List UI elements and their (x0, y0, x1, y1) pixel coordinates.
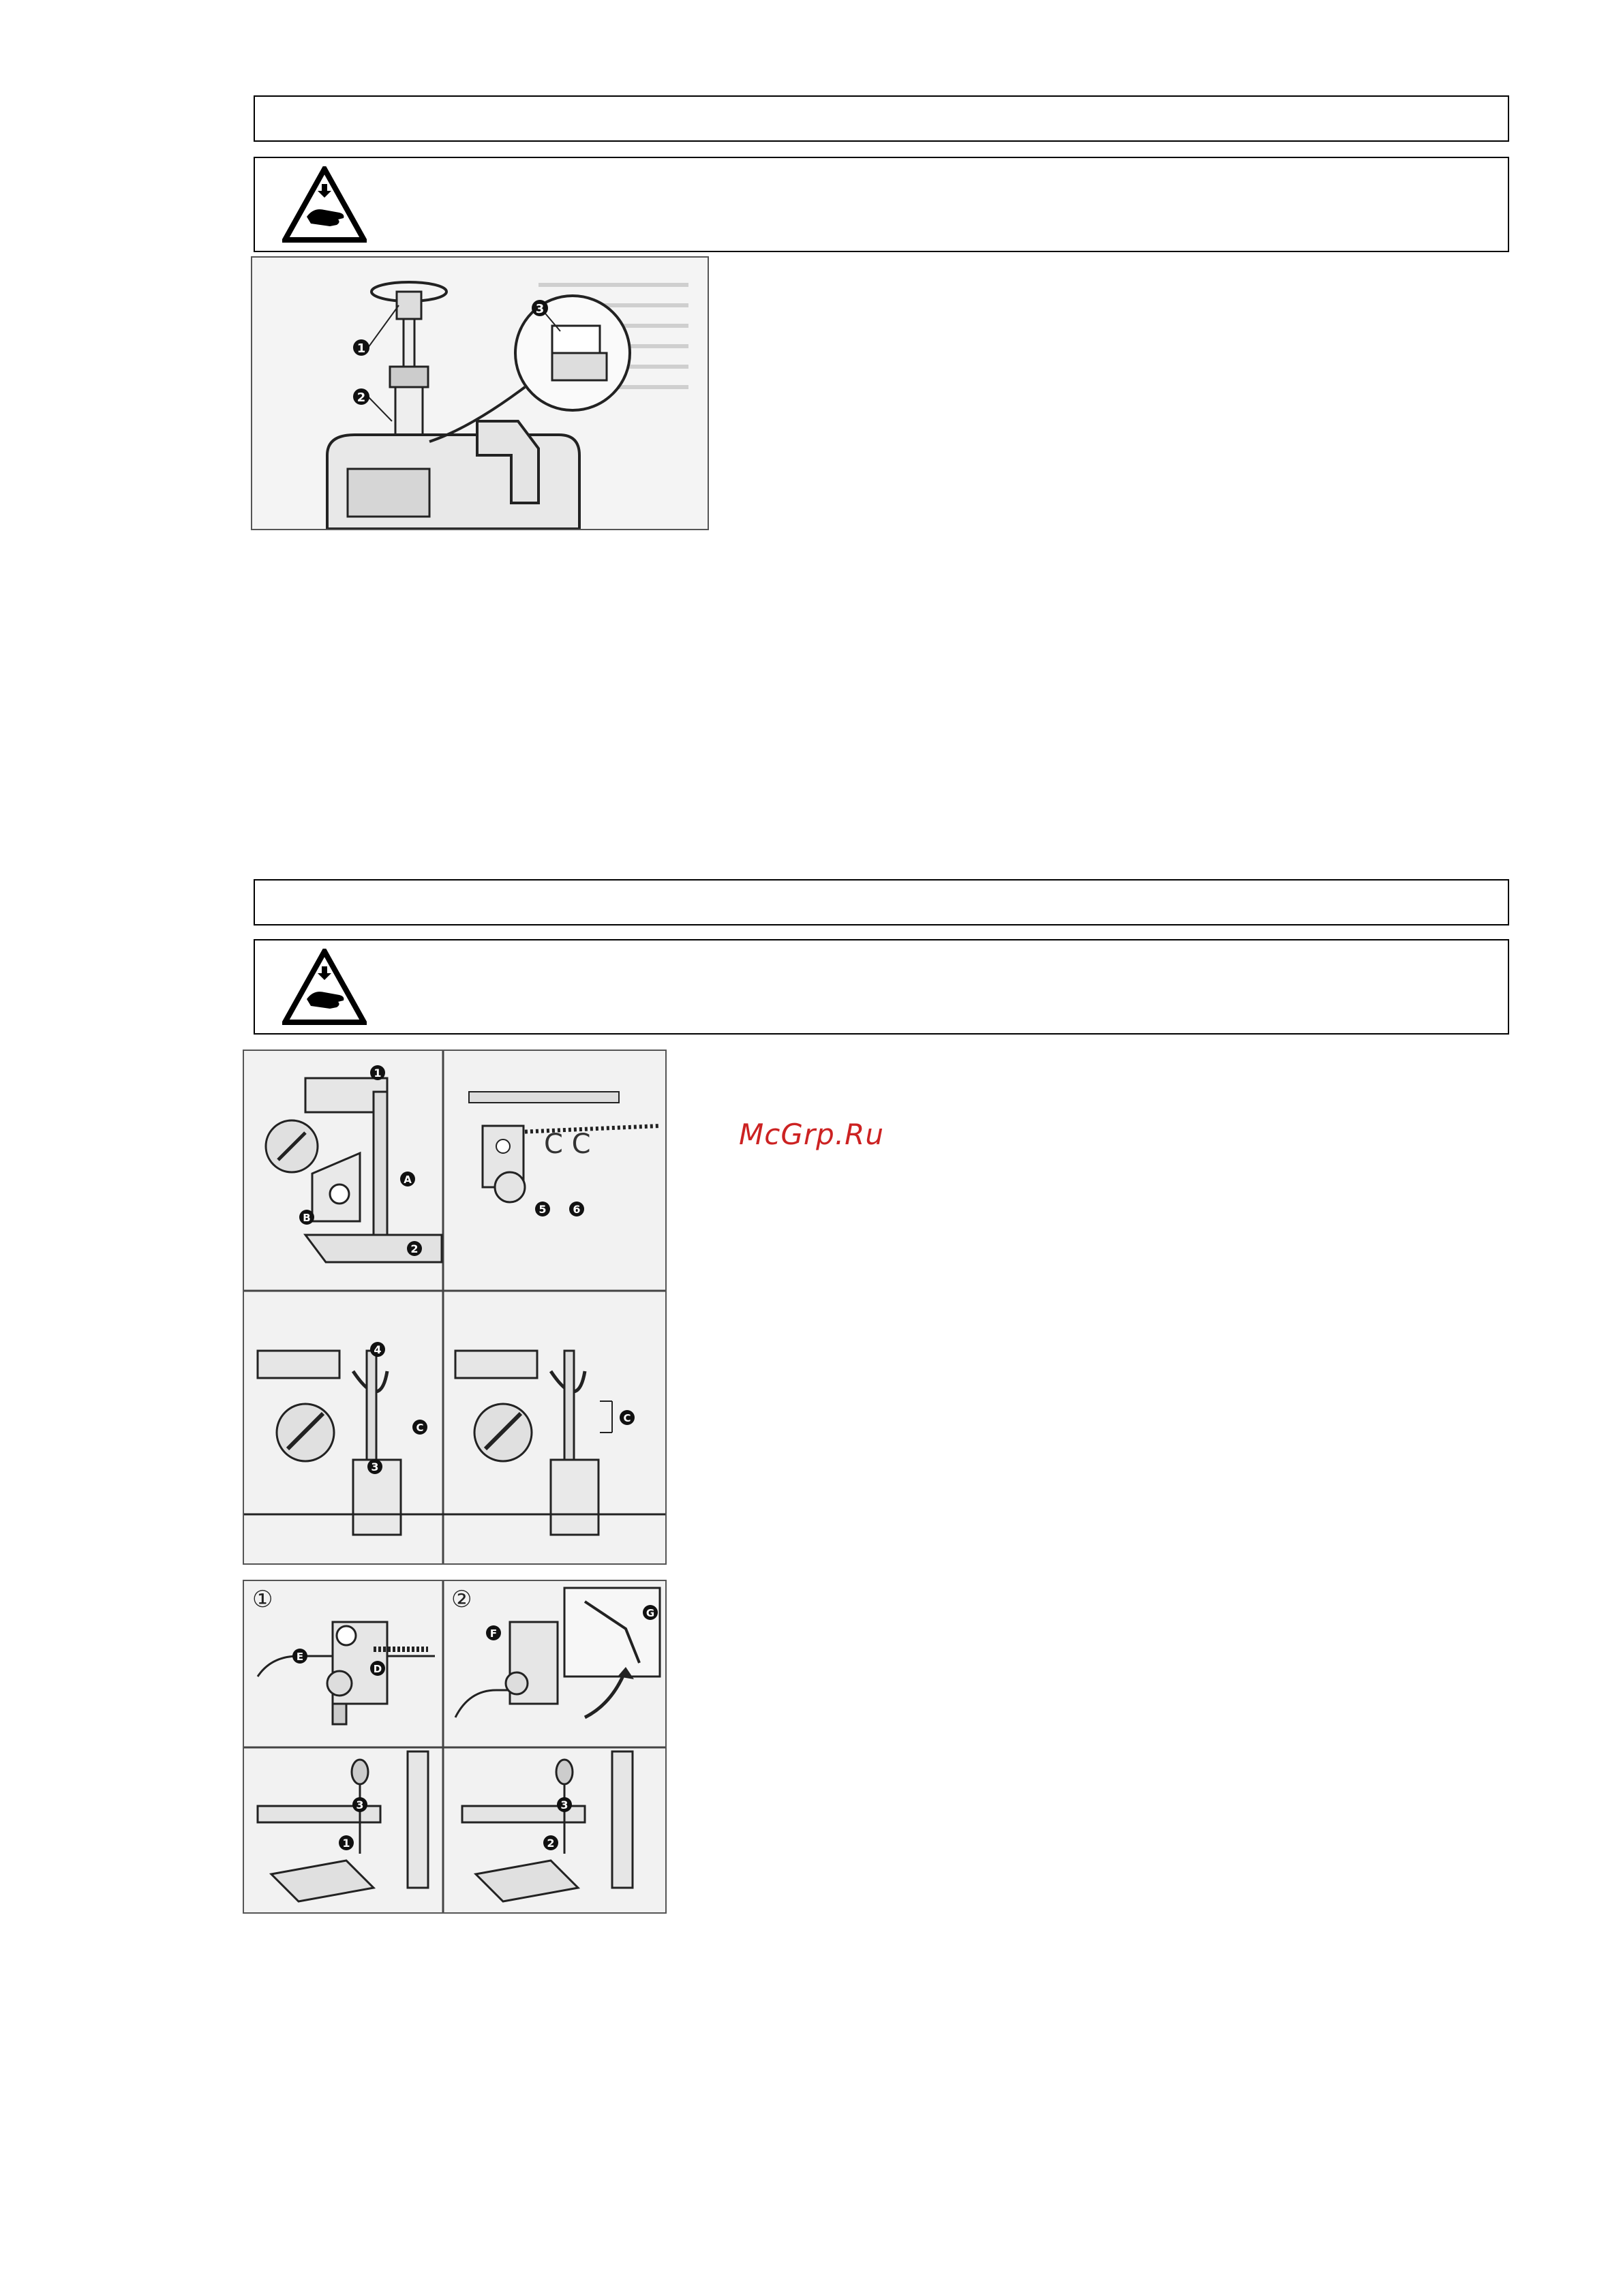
figure-pedal-linkage-adjustment (243, 1580, 667, 1914)
figure2-callout-1: 1 (374, 1067, 382, 1080)
figure1-callout-1: 1 (357, 341, 366, 356)
figure1-drawing (252, 258, 708, 529)
figure3-letter-e: E (296, 1651, 304, 1663)
hand-hazard-warning-icon (282, 166, 367, 243)
figure3-step-1-label: ① (252, 1586, 273, 1613)
figure3-letter-f: F (489, 1627, 498, 1640)
figure3-callout-1-left: 1 (342, 1837, 350, 1850)
hand-hazard-warning-icon (282, 949, 367, 1025)
section1-title-bar (254, 95, 1509, 142)
figure2-callout-6: 6 (573, 1203, 581, 1216)
figure2-letter-b: B (303, 1212, 311, 1224)
figure1-callout-2: 2 (357, 391, 366, 405)
figure2-letter-c: C (416, 1422, 424, 1434)
figure3-callout-3-left: 3 (356, 1798, 364, 1811)
figure2-drawing (244, 1051, 665, 1563)
figure3-drawing (244, 1581, 665, 1912)
svg-text:C C: C C (544, 1129, 591, 1160)
section2-warning-box (254, 939, 1509, 1035)
figure2-callout-5: 5 (539, 1203, 547, 1216)
figure3-callout-3-right: 3 (560, 1798, 568, 1811)
figure2-letter-c-second: C (623, 1412, 631, 1424)
watermark-text: McGrp.Ru (739, 1118, 884, 1151)
figure3-step-2-label: ② (451, 1586, 472, 1613)
figure-thread-tension-knob (251, 256, 709, 530)
figure2-callout-2: 2 (410, 1242, 419, 1255)
figure1-callout-3: 3 (535, 302, 545, 316)
figure2-callout-3: 3 (371, 1460, 379, 1473)
figure3-callout-2-right: 2 (547, 1837, 555, 1850)
section1-warning-box (254, 157, 1509, 252)
figure2-callout-4: 4 (374, 1343, 382, 1356)
figure3-letter-g: G (646, 1607, 655, 1619)
section2-title-bar (254, 879, 1509, 925)
figure-presser-foot-adjustment (243, 1050, 667, 1565)
figure3-letter-d: D (373, 1663, 382, 1675)
figure2-letter-a: A (404, 1174, 412, 1186)
